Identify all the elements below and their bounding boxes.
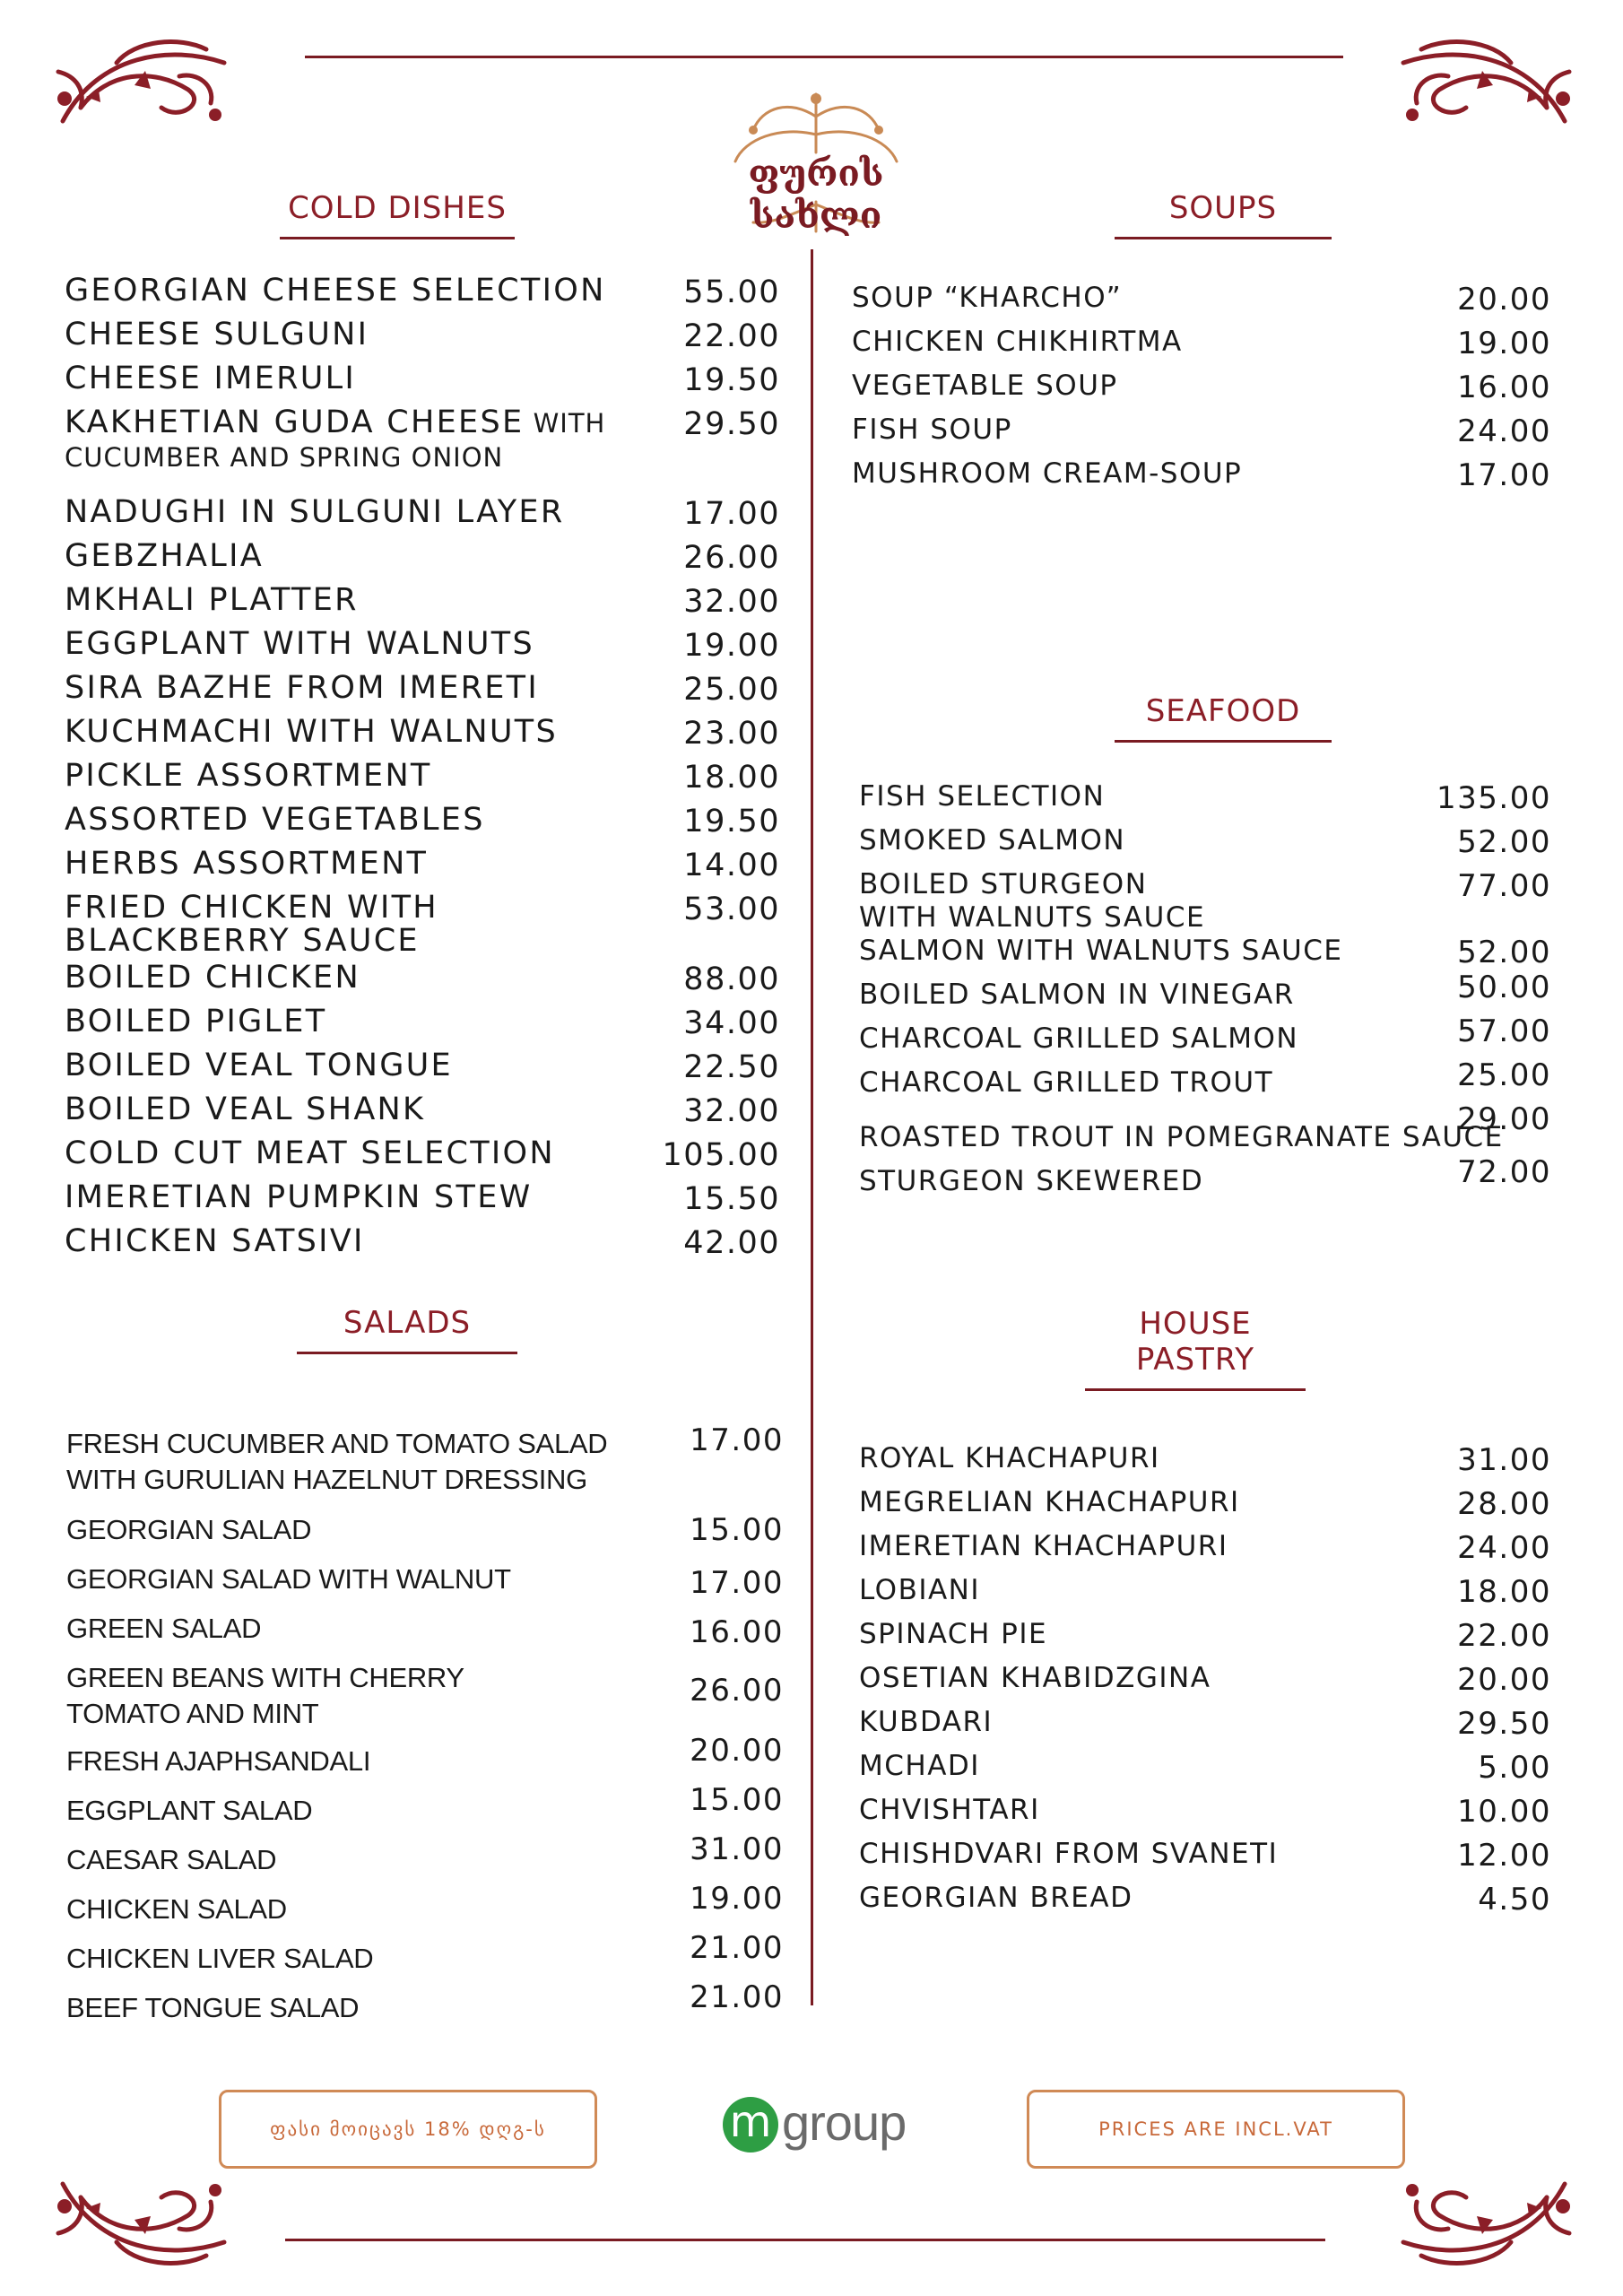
item-name: IMERETIAN PUMPKIN STEW: [65, 1179, 533, 1215]
item-price: 55.00: [683, 274, 780, 310]
item-name: GEORGIAN CHEESE SELECTION: [65, 273, 606, 309]
item-name: CHVISHTARI: [859, 1794, 1040, 1826]
item-name: GEORGIAN SALAD: [66, 1514, 312, 1545]
logo-text: ფურის სახლი: [748, 152, 884, 237]
item-name: BOILED SALMON IN VINEGAR: [859, 978, 1295, 1011]
house-pastry-heading: HOUSE PASTRY: [1085, 1306, 1306, 1391]
cold-dishes-list: [65, 274, 780, 1270]
item-name: MKHALI PLATTER: [65, 582, 359, 618]
item-name: CHICKEN CHIKHIRTMA: [852, 326, 1183, 358]
item-price: 20.00: [690, 1733, 784, 1769]
mgroup-wordmark: group: [782, 2094, 907, 2151]
seafood-list: [859, 780, 1551, 1211]
bottom-rule: [285, 2239, 1325, 2241]
vat-note-english: [1027, 2090, 1405, 2169]
item-price: 57.00: [1457, 1013, 1551, 1049]
item-name: HERBS ASSORTMENT: [65, 846, 429, 882]
item-price: 20.00: [1457, 1662, 1551, 1698]
item-price: 19.00: [690, 1881, 784, 1917]
item-name: MUSHROOM CREAM-SOUP: [852, 457, 1243, 490]
item-price: 25.00: [1457, 1057, 1551, 1093]
item-price: 135.00: [1436, 780, 1551, 816]
item-price: 17.00: [690, 1565, 784, 1601]
item-name-main: KAKHETIAN GUDA CHEESE: [65, 404, 525, 440]
item-name: BOILED PIGLET: [65, 1004, 327, 1039]
item-name: NADUGHI IN SULGUNI LAYER: [65, 494, 565, 530]
item-price: 22.00: [1457, 1618, 1551, 1654]
item-name: OSETIAN KHABIDZGINA: [859, 1662, 1211, 1694]
item-name: KUCHMACHI WITH WALNUTS: [65, 714, 558, 750]
item-name: ROYAL KHACHAPURI: [859, 1442, 1160, 1474]
item-name: COLD CUT MEAT SELECTION: [65, 1135, 555, 1171]
item-name: CHARCOAL GRILLED TROUT: [859, 1066, 1274, 1099]
item-name: LOBIANI: [859, 1574, 981, 1606]
item-name: PICKLE ASSORTMENT: [65, 758, 432, 794]
item-price: 22.00: [683, 318, 780, 354]
item-price: 52.00: [1457, 824, 1551, 860]
item-price: 15.00: [690, 1782, 784, 1818]
item-price: 42.00: [683, 1225, 780, 1261]
vat-note-georgian: [219, 2090, 597, 2169]
vat-note-georgian-text: ფასი მოიცავს 18% დღგ-ს: [270, 2118, 546, 2140]
item-name: SOUP “KHARCHO”: [852, 282, 1123, 314]
item-price: 4.50: [1478, 1882, 1551, 1918]
soups-heading: SOUPS: [1115, 190, 1332, 239]
item-name: CHEESE IMERULI: [65, 361, 357, 396]
item-name: GEBZHALIA: [65, 538, 264, 574]
item-price: 53.00: [683, 891, 780, 927]
item-name: CAESAR SALAD: [66, 1844, 277, 1875]
item-price: 52.00: [1457, 935, 1551, 970]
item-name: GREEN SALAD: [66, 1613, 262, 1644]
item-price: 32.00: [683, 584, 780, 620]
item-price: 105.00: [662, 1137, 780, 1173]
item-price: 10.00: [1457, 1794, 1551, 1830]
top-rule: [305, 56, 1343, 58]
item-price: 5.00: [1478, 1750, 1551, 1786]
item-price: 16.00: [690, 1614, 784, 1650]
item-name: CHICKEN SALAD: [66, 1893, 287, 1925]
item-name: SALMON WITH WALNUTS SAUCE: [859, 935, 1343, 967]
item-name: STURGEON SKEWERED: [859, 1165, 1204, 1197]
item-price: 50.00: [1457, 970, 1551, 1005]
item-price: 17.00: [683, 496, 780, 532]
item-name: FISH SELECTION: [859, 780, 1106, 813]
seafood-heading: SEAFOOD: [1115, 693, 1332, 743]
item-name: ROASTED TROUT IN POMEGRANATE SAUCE: [859, 1121, 1504, 1153]
item-price: 23.00: [683, 716, 780, 752]
item-name: CHEESE SULGUNI: [65, 317, 369, 352]
item-name: FRIED CHICKEN WITH BLACKBERRY SAUCE: [65, 890, 438, 959]
item-price: 31.00: [1457, 1442, 1551, 1478]
corner-ornament-top-right: [1394, 36, 1583, 135]
item-name: BOILED CHICKEN: [65, 960, 360, 996]
item-name: CHICKEN SATSIVI: [65, 1223, 365, 1259]
item-name: MCHADI: [859, 1750, 980, 1782]
salads-list: [66, 1422, 784, 2054]
corner-ornament-bottom-left: [45, 2170, 233, 2269]
item-name: GEORGIAN SALAD WITH WALNUT: [66, 1563, 511, 1595]
item-price: 16.00: [1457, 370, 1551, 405]
item-name: BOILED VEAL TONGUE: [65, 1048, 453, 1083]
item-price: 18.00: [1457, 1574, 1551, 1610]
item-price: 17.00: [690, 1422, 784, 1458]
mgroup-circle-icon: m: [723, 2097, 778, 2152]
corner-ornament-bottom-right: [1394, 2170, 1583, 2269]
item-price: 31.00: [690, 1831, 784, 1867]
mgroup-logo: [723, 2090, 920, 2161]
item-price: 14.00: [683, 848, 780, 883]
vat-note-english-text: PRICES ARE INCL.VAT: [1098, 2118, 1333, 2140]
item-price: 22.50: [683, 1049, 780, 1085]
item-price: 26.00: [690, 1673, 784, 1709]
item-price: 34.00: [683, 1005, 780, 1041]
item-name: KUBDARI: [859, 1706, 994, 1738]
item-name: FRESH AJAPHSANDALI: [66, 1745, 371, 1777]
item-name: VEGETABLE SOUP: [852, 370, 1118, 402]
item-price: 26.00: [683, 540, 780, 576]
item-name: IMERETIAN KHACHAPURI: [859, 1530, 1228, 1562]
item-name: SPINACH PIE: [859, 1618, 1048, 1650]
item-price: 77.00: [1457, 868, 1551, 904]
item-price: 29.50: [1457, 1706, 1551, 1742]
item-name: CHARCOAL GRILLED SALMON: [859, 1022, 1299, 1055]
item-price: 19.00: [683, 628, 780, 664]
item-name-small: WITH CUCUMBER AND SPRING ONION: [65, 408, 606, 473]
soups-list: [852, 282, 1551, 506]
item-price: 29.00: [1457, 1101, 1551, 1137]
item-price: 19.50: [683, 804, 780, 839]
item-price: 15.50: [683, 1181, 780, 1217]
item-name: FRESH CUCUMBER AND TOMATO SALAD WITH GURULIAN HAZELNUT DRESSING: [66, 1428, 608, 1495]
item-name: SIRA BAZHE FROM IMERETI: [65, 670, 539, 706]
item-price: 25.00: [683, 672, 780, 708]
item-price: 29.50: [683, 406, 780, 442]
house-pastry-list: [859, 1442, 1551, 1944]
item-name: CHICKEN LIVER SALAD: [66, 1943, 374, 1974]
item-price: 28.00: [1457, 1486, 1551, 1522]
item-name: MEGRELIAN KHACHAPURI: [859, 1486, 1240, 1518]
item-name: FISH SOUP: [852, 413, 1012, 446]
item-name: EGGPLANT SALAD: [66, 1795, 313, 1826]
item-name: GREEN BEANS WITH CHERRY TOMATO AND MINT: [66, 1662, 464, 1729]
item-price: 19.50: [683, 362, 780, 398]
item-name: EGGPLANT WITH WALNUTS: [65, 626, 534, 662]
item-price: 32.00: [683, 1093, 780, 1129]
item-name: GEORGIAN BREAD: [859, 1882, 1133, 1914]
column-divider: [811, 249, 813, 2005]
item-name: [65, 406, 621, 474]
item-price: 12.00: [1457, 1838, 1551, 1874]
item-price: 24.00: [1457, 1530, 1551, 1566]
item-price: 72.00: [1457, 1154, 1551, 1190]
item-name: BOILED STURGEON WITH WALNUTS SAUCE: [859, 868, 1206, 934]
item-name: CHISHDVARI FROM SVANETI: [859, 1838, 1279, 1870]
salads-heading: SALADS: [297, 1305, 517, 1354]
item-price: 18.00: [683, 760, 780, 796]
item-name: BOILED VEAL SHANK: [65, 1091, 426, 1127]
item-price: 15.00: [690, 1512, 784, 1548]
item-price: 21.00: [690, 1979, 784, 2015]
item-name: ASSORTED VEGETABLES: [65, 802, 485, 838]
cold-dishes-heading: COLD DISHES: [280, 190, 515, 239]
corner-ornament-top-left: [45, 36, 233, 135]
item-price: 21.00: [690, 1930, 784, 1966]
restaurant-logo: [681, 90, 950, 237]
item-name: BEEF TONGUE SALAD: [66, 1992, 360, 2023]
item-price: 24.00: [1457, 413, 1551, 449]
item-price: 19.00: [1457, 326, 1551, 361]
item-price: 88.00: [683, 961, 780, 997]
item-name: SMOKED SALMON: [859, 824, 1126, 857]
item-price: 20.00: [1457, 282, 1551, 317]
item-price: 17.00: [1457, 457, 1551, 493]
